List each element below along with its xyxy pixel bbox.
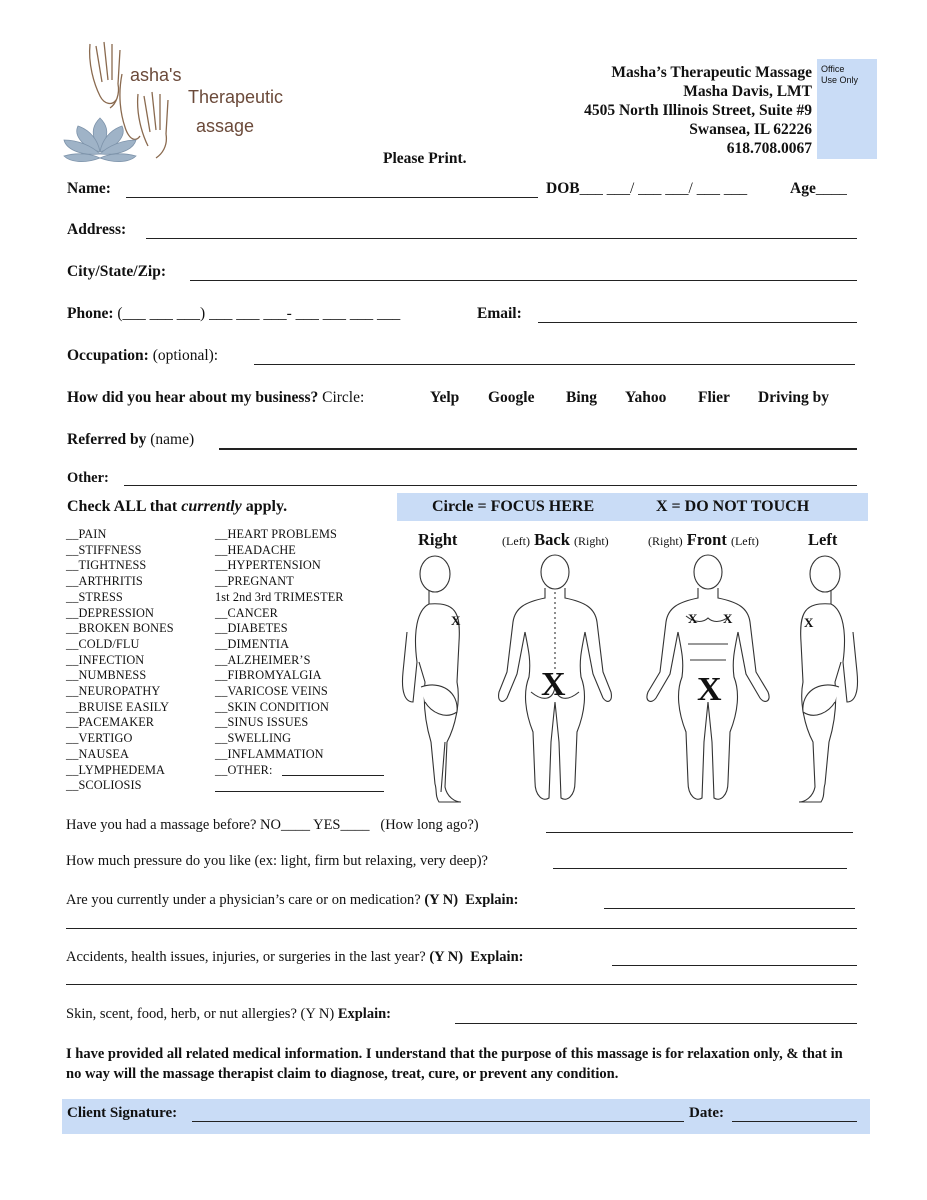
q4-yn[interactable]: (Y N) — [429, 949, 464, 965]
logo-line-2: Therapeutic — [188, 87, 284, 107]
condition-item[interactable]: __SWELLING — [215, 731, 292, 746]
condition-item[interactable]: __CANCER — [215, 605, 278, 620]
view-back-right: (Right) — [574, 534, 609, 548]
q5-text: Skin, scent, food, herb, or nut allergies? — [66, 1006, 297, 1022]
view-back-left: (Left) — [502, 534, 530, 548]
condition-item[interactable]: __VERTIGO — [66, 731, 133, 746]
please-print: Please Print. — [383, 150, 467, 167]
condition-item[interactable]: __TIGHTNESS — [66, 558, 147, 573]
legend-avoid: X = DO NOT TOUCH — [656, 498, 810, 515]
conditions-left — [66, 527, 174, 794]
other-row — [67, 470, 109, 487]
age-field[interactable]: ____ — [815, 180, 847, 197]
condition-item[interactable]: __NEUROPATHY — [66, 684, 161, 699]
condition-item[interactable]: __DEPRESSION — [66, 605, 154, 620]
logo-hands-lotus-icon — [60, 34, 200, 184]
email-row — [477, 305, 522, 323]
phone-row — [67, 305, 400, 323]
referred-row — [67, 431, 194, 449]
avoid-mark-right-chest: X — [451, 613, 461, 628]
therapist-name: Masha Davis, LMT — [683, 83, 812, 100]
condition-item[interactable]: __STIFFNESS — [66, 542, 142, 557]
body-map-legend — [397, 493, 868, 521]
question-prior-massage — [66, 817, 479, 834]
occupation-label: Occupation: — [67, 347, 149, 364]
q3-text: Are you currently under a physician’s care or on medication? — [66, 892, 421, 908]
q2-text: How much pressure do you like (ex: light, firm but relaxing, very deep)? — [66, 853, 488, 869]
q4-text: Accidents, health issues, injuries, or surgeries in the last year? — [66, 949, 426, 965]
avoid-mark-back-glutes: X — [541, 666, 566, 703]
condition-item[interactable]: __BROKEN BONES — [66, 621, 174, 636]
condition-item[interactable]: 1st 2nd 3rd TRIMESTER — [215, 589, 344, 604]
avoid-mark-front-chest-r: X — [688, 611, 698, 626]
consent-statement: I have provided all related medical information. I understand that the purpose of this massage is for relaxation only, & that in no way will the massage therapist claim to diagnose, treat, cure, or prevent any condition. — [66, 1046, 843, 1082]
age-label: Age — [790, 180, 816, 197]
condition-item[interactable]: __PACEMAKER — [66, 715, 155, 730]
q5-explain-label: Explain: — [337, 1006, 391, 1022]
condition-item[interactable]: __LYMPHEDEMA — [66, 762, 166, 777]
phone-label: Phone: — [67, 305, 114, 322]
condition-item[interactable]: __DIMENTIA — [215, 636, 290, 651]
view-back-title: Back — [534, 530, 570, 549]
referred-field[interactable] — [219, 448, 857, 450]
condition-item[interactable]: __FIBROMYALGIA — [215, 668, 322, 683]
condition-item[interactable]: __HEART PROBLEMS — [215, 527, 337, 541]
conditions-right — [215, 527, 344, 778]
avoid-mark-left-chest: X — [804, 615, 814, 630]
legend-focus: Circle = FOCUS HERE — [432, 498, 595, 515]
business-header — [584, 63, 812, 158]
occupation-note: (optional): — [152, 347, 219, 364]
condition-item[interactable]: __COLD/FLU — [66, 636, 140, 651]
business-street: 4505 North Illinois Street, Suite #9 — [584, 102, 812, 119]
name-row — [67, 180, 111, 198]
age-row — [790, 180, 847, 198]
pressure-field[interactable] — [553, 868, 847, 869]
condition-item[interactable]: __SINUS ISSUES — [215, 715, 309, 730]
check-heading — [67, 498, 287, 516]
q1-how-long-field[interactable] — [546, 832, 853, 833]
source-google[interactable]: Google — [488, 389, 535, 406]
other-condition-field[interactable] — [282, 775, 384, 776]
dob-row — [546, 180, 747, 198]
condition-item[interactable]: __HEADACHE — [215, 542, 296, 557]
q4-explain-label: Explain: — [470, 949, 524, 965]
view-right-label: Right — [418, 530, 458, 549]
physician-explain-field[interactable] — [604, 908, 855, 909]
condition-item[interactable]: __INFECTION — [66, 652, 145, 667]
source-bing[interactable]: Bing — [566, 389, 598, 406]
q1-yes-label: YES — [313, 817, 341, 833]
address-row — [67, 221, 126, 239]
avoid-mark-front-chest-l: X — [723, 611, 733, 626]
date-label: Date: — [689, 1105, 724, 1121]
office-label-1: Office — [821, 64, 845, 74]
condition-item[interactable]: __NAUSEA — [66, 746, 129, 761]
office-use-box — [817, 59, 877, 159]
view-front-title: Front — [686, 530, 727, 549]
office-label-2: Use Only — [821, 75, 859, 85]
view-front-right: (Left) — [730, 534, 759, 548]
accidents-explain-field[interactable] — [612, 965, 857, 966]
dob-label: DOB — [546, 180, 580, 197]
q1-how-long: (How long ago?) — [380, 817, 479, 833]
condition-item[interactable]: __SKIN CONDITION — [215, 699, 329, 714]
q5-yn[interactable]: (Y N) — [300, 1006, 335, 1022]
check-heading-prefix: Check ALL that — [67, 498, 182, 515]
phone-field[interactable]: (___ ___ ___) ___ ___ ___- ___ ___ ___ ___ — [117, 305, 401, 322]
signature-field[interactable] — [192, 1121, 684, 1122]
view-front-left: (Right) — [648, 534, 683, 548]
signature-bar — [62, 1099, 870, 1134]
condition-item[interactable]: __ALZHEIMER’S — [215, 652, 311, 667]
city-label: City/State/Zip: — [67, 263, 167, 280]
q3-explain-label: Explain: — [465, 892, 519, 908]
occupation-field[interactable] — [254, 364, 855, 365]
condition-item[interactable]: __ARTHRITIS — [66, 574, 143, 589]
body-map[interactable] — [395, 552, 870, 810]
other-label: Other: — [67, 470, 109, 486]
question-physician — [66, 892, 518, 909]
condition-item[interactable]: __STRESS — [66, 589, 123, 604]
avoid-mark-front-groin: X — [697, 671, 722, 708]
dob-field[interactable]: ___ ___/ ___ ___/ ___ ___ — [579, 180, 748, 197]
name-label: Name: — [67, 180, 111, 197]
accidents-explain-field-2[interactable] — [66, 984, 857, 985]
other-field[interactable] — [124, 485, 857, 486]
view-left-label: Left — [808, 530, 838, 549]
hear-question: How did you hear about my business? — [67, 389, 319, 406]
address-field[interactable] — [146, 238, 857, 239]
source-yahoo[interactable]: Yahoo — [625, 389, 667, 406]
date-field[interactable] — [732, 1121, 857, 1122]
logo-line-3: assage — [196, 116, 255, 136]
check-heading-em: currently — [181, 498, 242, 515]
logo-line-1: asha's — [130, 65, 182, 85]
email-label: Email: — [477, 305, 522, 322]
condition-item[interactable]: __HYPERTENSION — [215, 558, 321, 573]
q1-text: Have you had a massage before? NO — [66, 817, 281, 833]
source-yelp[interactable]: Yelp — [430, 389, 460, 406]
source-flier[interactable]: Flier — [698, 389, 730, 406]
condition-item[interactable]: __OTHER: — [215, 762, 273, 777]
email-field[interactable] — [538, 322, 857, 323]
question-accidents — [66, 949, 523, 966]
view-back-label — [502, 530, 609, 550]
condition-item[interactable]: __INFLAMMATION — [215, 746, 324, 761]
other-condition-field-2[interactable] — [215, 791, 384, 792]
question-pressure — [66, 853, 488, 870]
business-name: Masha’s Therapeutic Massage — [611, 64, 812, 81]
city-row — [67, 263, 166, 281]
condition-item[interactable]: __SCOLIOSIS — [66, 778, 142, 793]
circle-label: Circle: — [322, 389, 365, 406]
q1-yes-field[interactable]: ____ — [340, 817, 370, 833]
condition-item[interactable]: __NUMBNESS — [66, 668, 147, 683]
condition-item[interactable]: __DIABETES — [215, 621, 288, 636]
address-label: Address: — [67, 221, 127, 238]
source-driving-by[interactable]: Driving by — [758, 389, 830, 406]
referred-label: Referred by — [67, 431, 147, 448]
hear-row — [67, 389, 364, 407]
signature-label: Client Signature: — [67, 1105, 178, 1121]
figure-right-side — [402, 556, 461, 802]
view-front-label — [648, 530, 759, 550]
q1-no-field[interactable]: ____ — [281, 817, 310, 833]
condition-item[interactable]: __BRUISE EASILY — [66, 699, 170, 714]
business-phone: 618.708.0067 — [726, 140, 812, 157]
business-city: Swansea, IL 62226 — [689, 121, 812, 138]
condition-item[interactable]: __PREGNANT — [215, 574, 294, 589]
physician-explain-field-2[interactable] — [66, 928, 857, 929]
allergies-explain-field[interactable] — [455, 1023, 857, 1024]
condition-item[interactable]: __VARICOSE VEINS — [215, 684, 328, 699]
referred-note: (name) — [150, 431, 195, 448]
figure-left-side — [799, 556, 858, 802]
name-field[interactable] — [126, 197, 538, 198]
check-heading-suffix: apply. — [241, 498, 288, 515]
q3-yn[interactable]: (Y N) — [424, 892, 459, 908]
condition-item[interactable]: __PAIN — [66, 527, 107, 541]
question-allergies — [66, 1006, 391, 1023]
occupation-row — [67, 347, 218, 365]
city-field[interactable] — [190, 280, 857, 281]
